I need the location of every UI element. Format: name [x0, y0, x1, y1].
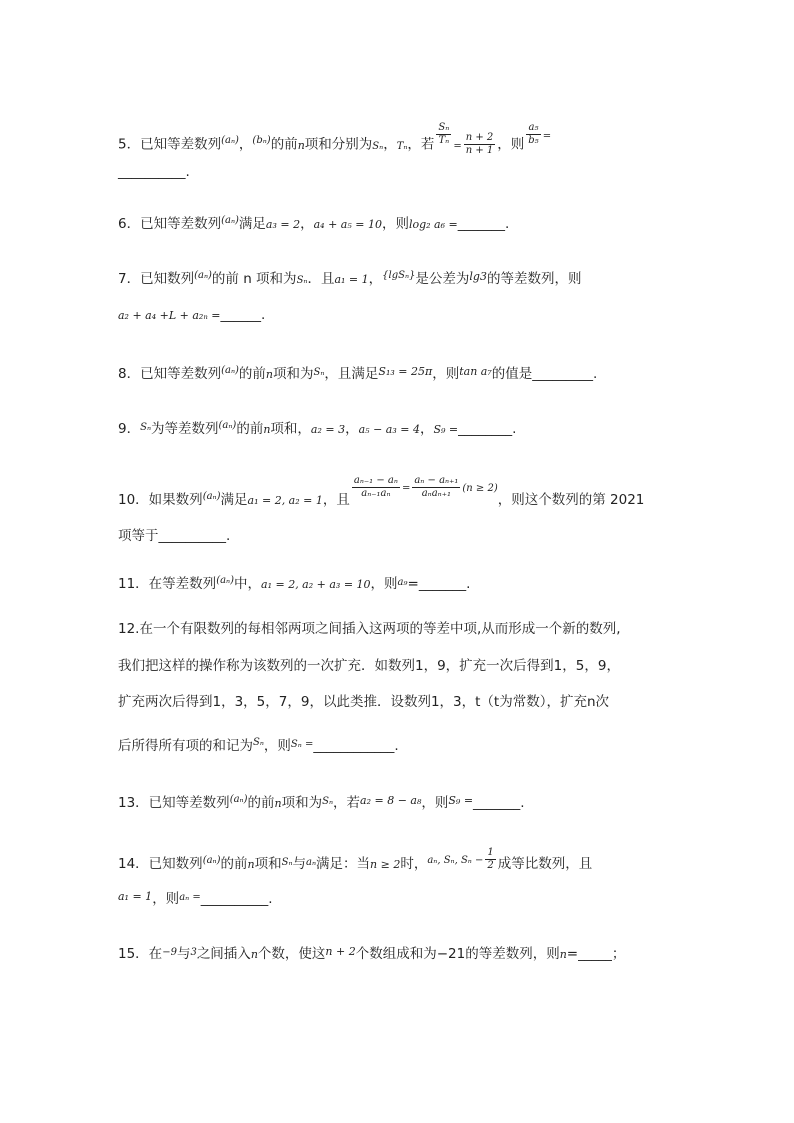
- sequence-an: (aₙ): [202, 855, 221, 866]
- sequence-an: (aₙ): [221, 134, 239, 146]
- answer-blank: ____________.: [313, 738, 399, 754]
- fraction-right: $\frac{\text{aₙ − aₙ₊₁}}{\text{aₙaₙ₊₁}}$: [414, 474, 459, 499]
- expression: S₉ =: [448, 794, 474, 807]
- text: 与: [176, 946, 191, 962]
- condition: a₂ = 8 − a₈: [360, 794, 422, 807]
- text: 项和为: [281, 795, 323, 811]
- var-a9: a₉: [397, 577, 408, 588]
- equals: =: [401, 483, 411, 494]
- punct: ，: [368, 271, 383, 287]
- sequence-an: (aₙ): [216, 575, 235, 586]
- problem-10-text: 10．如果数列: [118, 492, 203, 508]
- text: 项等于: [118, 528, 159, 544]
- var-Sn: Sₙ: [253, 737, 264, 748]
- text: 个数，使这: [257, 946, 326, 962]
- problem-12-line-2: [118, 654, 620, 674]
- text: 扩充两次后得到1，3，5，7，9，以此类推．设数列1，3，t（t为常数），扩充n次: [118, 694, 610, 710]
- condition: S₁₃ = 25π: [378, 365, 433, 378]
- punct: ，: [238, 136, 253, 153]
- problem-6: [118, 212, 509, 232]
- var-n: n: [263, 423, 271, 436]
- text: ，则: [152, 891, 180, 907]
- text: ，若: [407, 136, 435, 153]
- problem-10-line-1: [118, 474, 645, 508]
- var-Tn: Tₙ: [396, 140, 408, 152]
- var-Sn: Sₙ: [322, 796, 334, 807]
- answer-blank: _______.: [418, 576, 471, 592]
- sequence-an: (aₙ): [194, 270, 212, 281]
- sequence-an: (aₙ): [221, 215, 239, 226]
- answer-blank: __________.: [200, 891, 273, 907]
- text: ．且: [307, 271, 335, 287]
- text: 满足: [238, 216, 266, 232]
- problem-12-text: 12.在一个有限数列的每相邻两项之间插入这两项的等差中项,从而形成一个新的数列,: [118, 621, 621, 637]
- answer-blank: _______.: [473, 795, 525, 811]
- fraction-n2-n1: $\frac{n + 2}{n + 1}$: [465, 132, 494, 156]
- punct: ，: [345, 421, 359, 437]
- condition: (n ≥ 2): [462, 483, 498, 494]
- problem-14-line-1: [118, 846, 593, 872]
- condition: a₁ = 2, a₂ = 1: [247, 494, 323, 507]
- text: ，则: [381, 216, 409, 232]
- text: 时，: [400, 856, 428, 872]
- sequence-an: (aₙ): [229, 794, 248, 805]
- problem-15: [118, 942, 625, 962]
- punct: ，: [419, 421, 434, 437]
- text: 满足: [220, 492, 248, 508]
- condition: a₂ = 3: [310, 423, 346, 436]
- text: 成等比数列，且: [497, 856, 593, 872]
- fraction-a5-b5: $\frac{\text{a₅}}{\text{b₅}}$: [528, 122, 539, 146]
- condition: a₁ = 1: [118, 890, 153, 903]
- lg3: lg3: [469, 270, 487, 283]
- problem-5-text: 5．已知等差数列: [118, 136, 222, 153]
- punct: ，: [300, 216, 314, 232]
- text: 是公差为: [415, 271, 470, 287]
- var-an: aₙ: [306, 857, 317, 868]
- text: 项和，: [270, 421, 311, 437]
- expression: S₉ =: [433, 423, 459, 436]
- equals: =: [566, 946, 579, 962]
- text: 的前: [238, 366, 266, 382]
- var-Sn: Sₙ: [296, 275, 308, 286]
- answer-blank: _______.: [457, 216, 510, 232]
- var-n: n: [274, 797, 282, 810]
- problem-11-text: 11．在等差数列: [118, 576, 217, 592]
- problem-12-line-3: [118, 690, 609, 710]
- fraction-sn-tn: $\frac{\text{Sₙ}}{\text{Tₙ}}$: [438, 122, 450, 146]
- var-n: n: [265, 368, 274, 381]
- text: ，则: [263, 738, 291, 754]
- text: 的值是: [491, 366, 533, 382]
- punct: ，: [383, 136, 397, 153]
- var-n: n: [250, 948, 258, 961]
- text: 后所得所有项的和记为: [118, 738, 253, 754]
- expression: aₙ, Sₙ, Sₙ −: [427, 855, 484, 866]
- problem-5-line-1: [118, 122, 552, 157]
- problem-13-text: 13．已知等差数列: [118, 795, 230, 811]
- value-minus-9: −9: [162, 947, 177, 958]
- answer-blank: _________.: [532, 366, 598, 382]
- var-Sn: Sₙ: [281, 857, 293, 868]
- problem-14-line-2: [118, 887, 273, 907]
- text: ，且满足: [324, 366, 379, 382]
- condition: a₅ − a₃ = 4: [358, 423, 420, 436]
- fraction-half: $\frac{1}{2}$: [487, 846, 494, 871]
- text: 我们把这样的操作称为该数列的一次扩充．如数列1，9，扩充一次后得到1，5，9，: [118, 658, 620, 674]
- var-Sn: Sₙ: [372, 140, 384, 152]
- text: 为等差数列: [151, 421, 219, 437]
- problem-13: [118, 791, 525, 811]
- problem-5-blank: [118, 164, 190, 180]
- var-n: n: [559, 948, 567, 961]
- problem-12-line-1: [118, 617, 621, 637]
- expression: a₂ + a₄ +L + a₂ₙ =: [118, 309, 221, 322]
- problem-9: [118, 417, 516, 437]
- condition: a₁ = 1: [334, 273, 369, 286]
- sequence-an: (aₙ): [221, 365, 239, 376]
- text: 中，: [234, 576, 262, 592]
- condition: n ≥ 2: [370, 858, 401, 871]
- problem-7-line-2: [118, 307, 265, 323]
- text: 的前: [247, 795, 275, 811]
- var-n: n: [297, 138, 305, 152]
- sequence-lgSn: {lgSₙ}: [382, 270, 416, 281]
- expression: Sₙ =: [290, 739, 314, 750]
- answer-blank: __________.: [118, 164, 190, 180]
- text: ，则: [421, 795, 449, 811]
- equals: =: [453, 140, 462, 152]
- fraction-left: $\frac{\text{aₙ₋₁ − aₙ}}{\text{aₙ₋₁aₙ}}$: [353, 474, 398, 499]
- answer-blank: ______.: [220, 307, 266, 323]
- sequence-an: (aₙ): [218, 420, 237, 431]
- expression: log₂ a₆ =: [408, 218, 458, 231]
- problem-8-text: 8．已知等差数列: [118, 366, 222, 382]
- text: ，则: [370, 576, 398, 592]
- problem-8: [118, 362, 597, 382]
- sequence-bn: (bₙ): [252, 134, 271, 146]
- problem-12-line-4: [118, 734, 399, 754]
- text: ，则: [432, 366, 460, 382]
- answer-blank: ________.: [458, 421, 517, 437]
- problem-7-text: 7．已知数列: [118, 271, 195, 287]
- text: 的等差数列，则: [486, 271, 582, 287]
- problem-15-text: 15．在: [118, 946, 163, 962]
- expression: tan a₇: [459, 365, 492, 378]
- text: ，则: [497, 136, 525, 153]
- problem-11: [118, 572, 470, 592]
- value-3: 3: [190, 947, 197, 958]
- equals: =: [542, 130, 552, 142]
- text: ，且: [322, 492, 350, 508]
- var-Sn: Sₙ: [313, 367, 325, 378]
- text: 项和为: [273, 366, 314, 382]
- equals: =: [407, 576, 419, 592]
- problem-9-text: 9．: [118, 421, 141, 437]
- problem-10-line-2: [118, 524, 230, 544]
- condition: a₃ = 2: [265, 218, 301, 231]
- sequence-an: (aₙ): [202, 491, 221, 502]
- problem-14-text: 14．已知数列: [118, 856, 203, 872]
- text: 之间插入: [196, 946, 251, 962]
- expression: aₙ =: [179, 892, 201, 903]
- text: 项和分别为: [304, 136, 373, 153]
- var-Sn: Sₙ: [140, 422, 151, 433]
- text: 个数组成和为−21的等差数列，则: [355, 946, 560, 962]
- condition: a₄ + a₅ = 10: [313, 218, 382, 231]
- problem-6-text: 6．已知等差数列: [118, 216, 222, 232]
- text: 满足：当: [316, 856, 371, 872]
- text: ，则这个数列的第 2021: [497, 492, 645, 508]
- text: 与: [292, 856, 307, 872]
- expression: n + 2: [325, 945, 356, 958]
- problem-7-line-1: [118, 267, 581, 287]
- text: 的前: [270, 136, 298, 153]
- var-n: n: [247, 858, 255, 871]
- text: 项和: [254, 856, 282, 872]
- answer-blank: _____；: [578, 946, 626, 962]
- condition: a₁ = 2, a₂ + a₃ = 10: [261, 578, 371, 591]
- answer-blank: __________.: [158, 528, 231, 544]
- text: 的前: [236, 421, 264, 437]
- text: ，若: [333, 795, 361, 811]
- text: 的前: [220, 856, 248, 872]
- text: 的前 n 项和为: [211, 271, 297, 287]
